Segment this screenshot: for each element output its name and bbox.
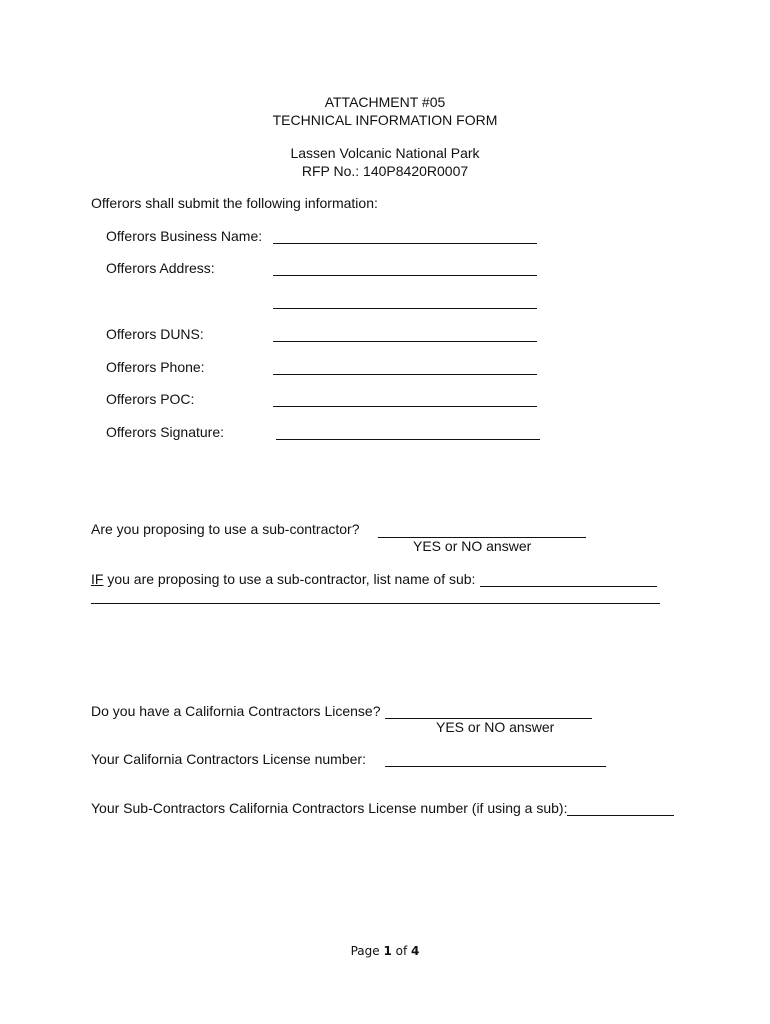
license-number-label: Your California Contractors License number:: [91, 751, 366, 767]
signature-label: Offerors Signature:: [106, 424, 225, 440]
page-total: 4: [411, 944, 420, 958]
business-name-label: Offerors Business Name:: [106, 228, 263, 244]
duns-field[interactable]: [273, 341, 537, 342]
address-field-line-2[interactable]: [273, 308, 537, 309]
subcontractor-name-prompt: [91, 572, 475, 586]
sub-license-number-field[interactable]: [567, 815, 674, 816]
business-name-field[interactable]: [273, 243, 537, 244]
page-word: Page: [350, 944, 384, 958]
license-question: Do you have a California Contractors License?: [91, 703, 381, 719]
license-number-field[interactable]: [385, 766, 606, 767]
sub-license-number-label: Your Sub-Contractors California Contractors License number (if using a sub):: [91, 800, 568, 816]
poc-label: Offerors POC:: [106, 391, 195, 407]
subcontractor-name-field[interactable]: [480, 586, 657, 587]
page-number: 1: [383, 944, 392, 958]
duns-label: Offerors DUNS:: [106, 326, 204, 342]
signature-field[interactable]: [276, 439, 540, 440]
phone-label: Offerors Phone:: [106, 359, 205, 375]
form-title: TECHNICAL INFORMATION FORM: [272, 112, 498, 128]
page-indicator: [0, 945, 770, 957]
poc-field[interactable]: [273, 406, 537, 407]
address-field-line-1[interactable]: [273, 275, 537, 276]
of-word: of: [391, 944, 412, 958]
address-label: Offerors Address:: [106, 260, 215, 276]
subcontractor-name-field-line-2[interactable]: [91, 603, 660, 604]
park-name: Lassen Volcanic National Park: [290, 145, 480, 161]
rfp-number: RFP No.: 140P8420R0007: [301, 163, 469, 179]
phone-field[interactable]: [273, 374, 537, 375]
subcontractor-question: Are you proposing to use a sub-contractor?: [91, 521, 360, 537]
intro-text: Offerors shall submit the following information:: [91, 195, 378, 211]
if-underlined: IF: [91, 571, 104, 587]
subcontractor-answer-hint: YES or NO answer: [413, 538, 532, 554]
subcontractor-prompt-text: you are proposing to use a sub-contractor, list name of sub:: [103, 571, 476, 587]
license-answer-hint: YES or NO answer: [436, 719, 555, 735]
attachment-number: ATTACHMENT #05: [324, 94, 446, 110]
